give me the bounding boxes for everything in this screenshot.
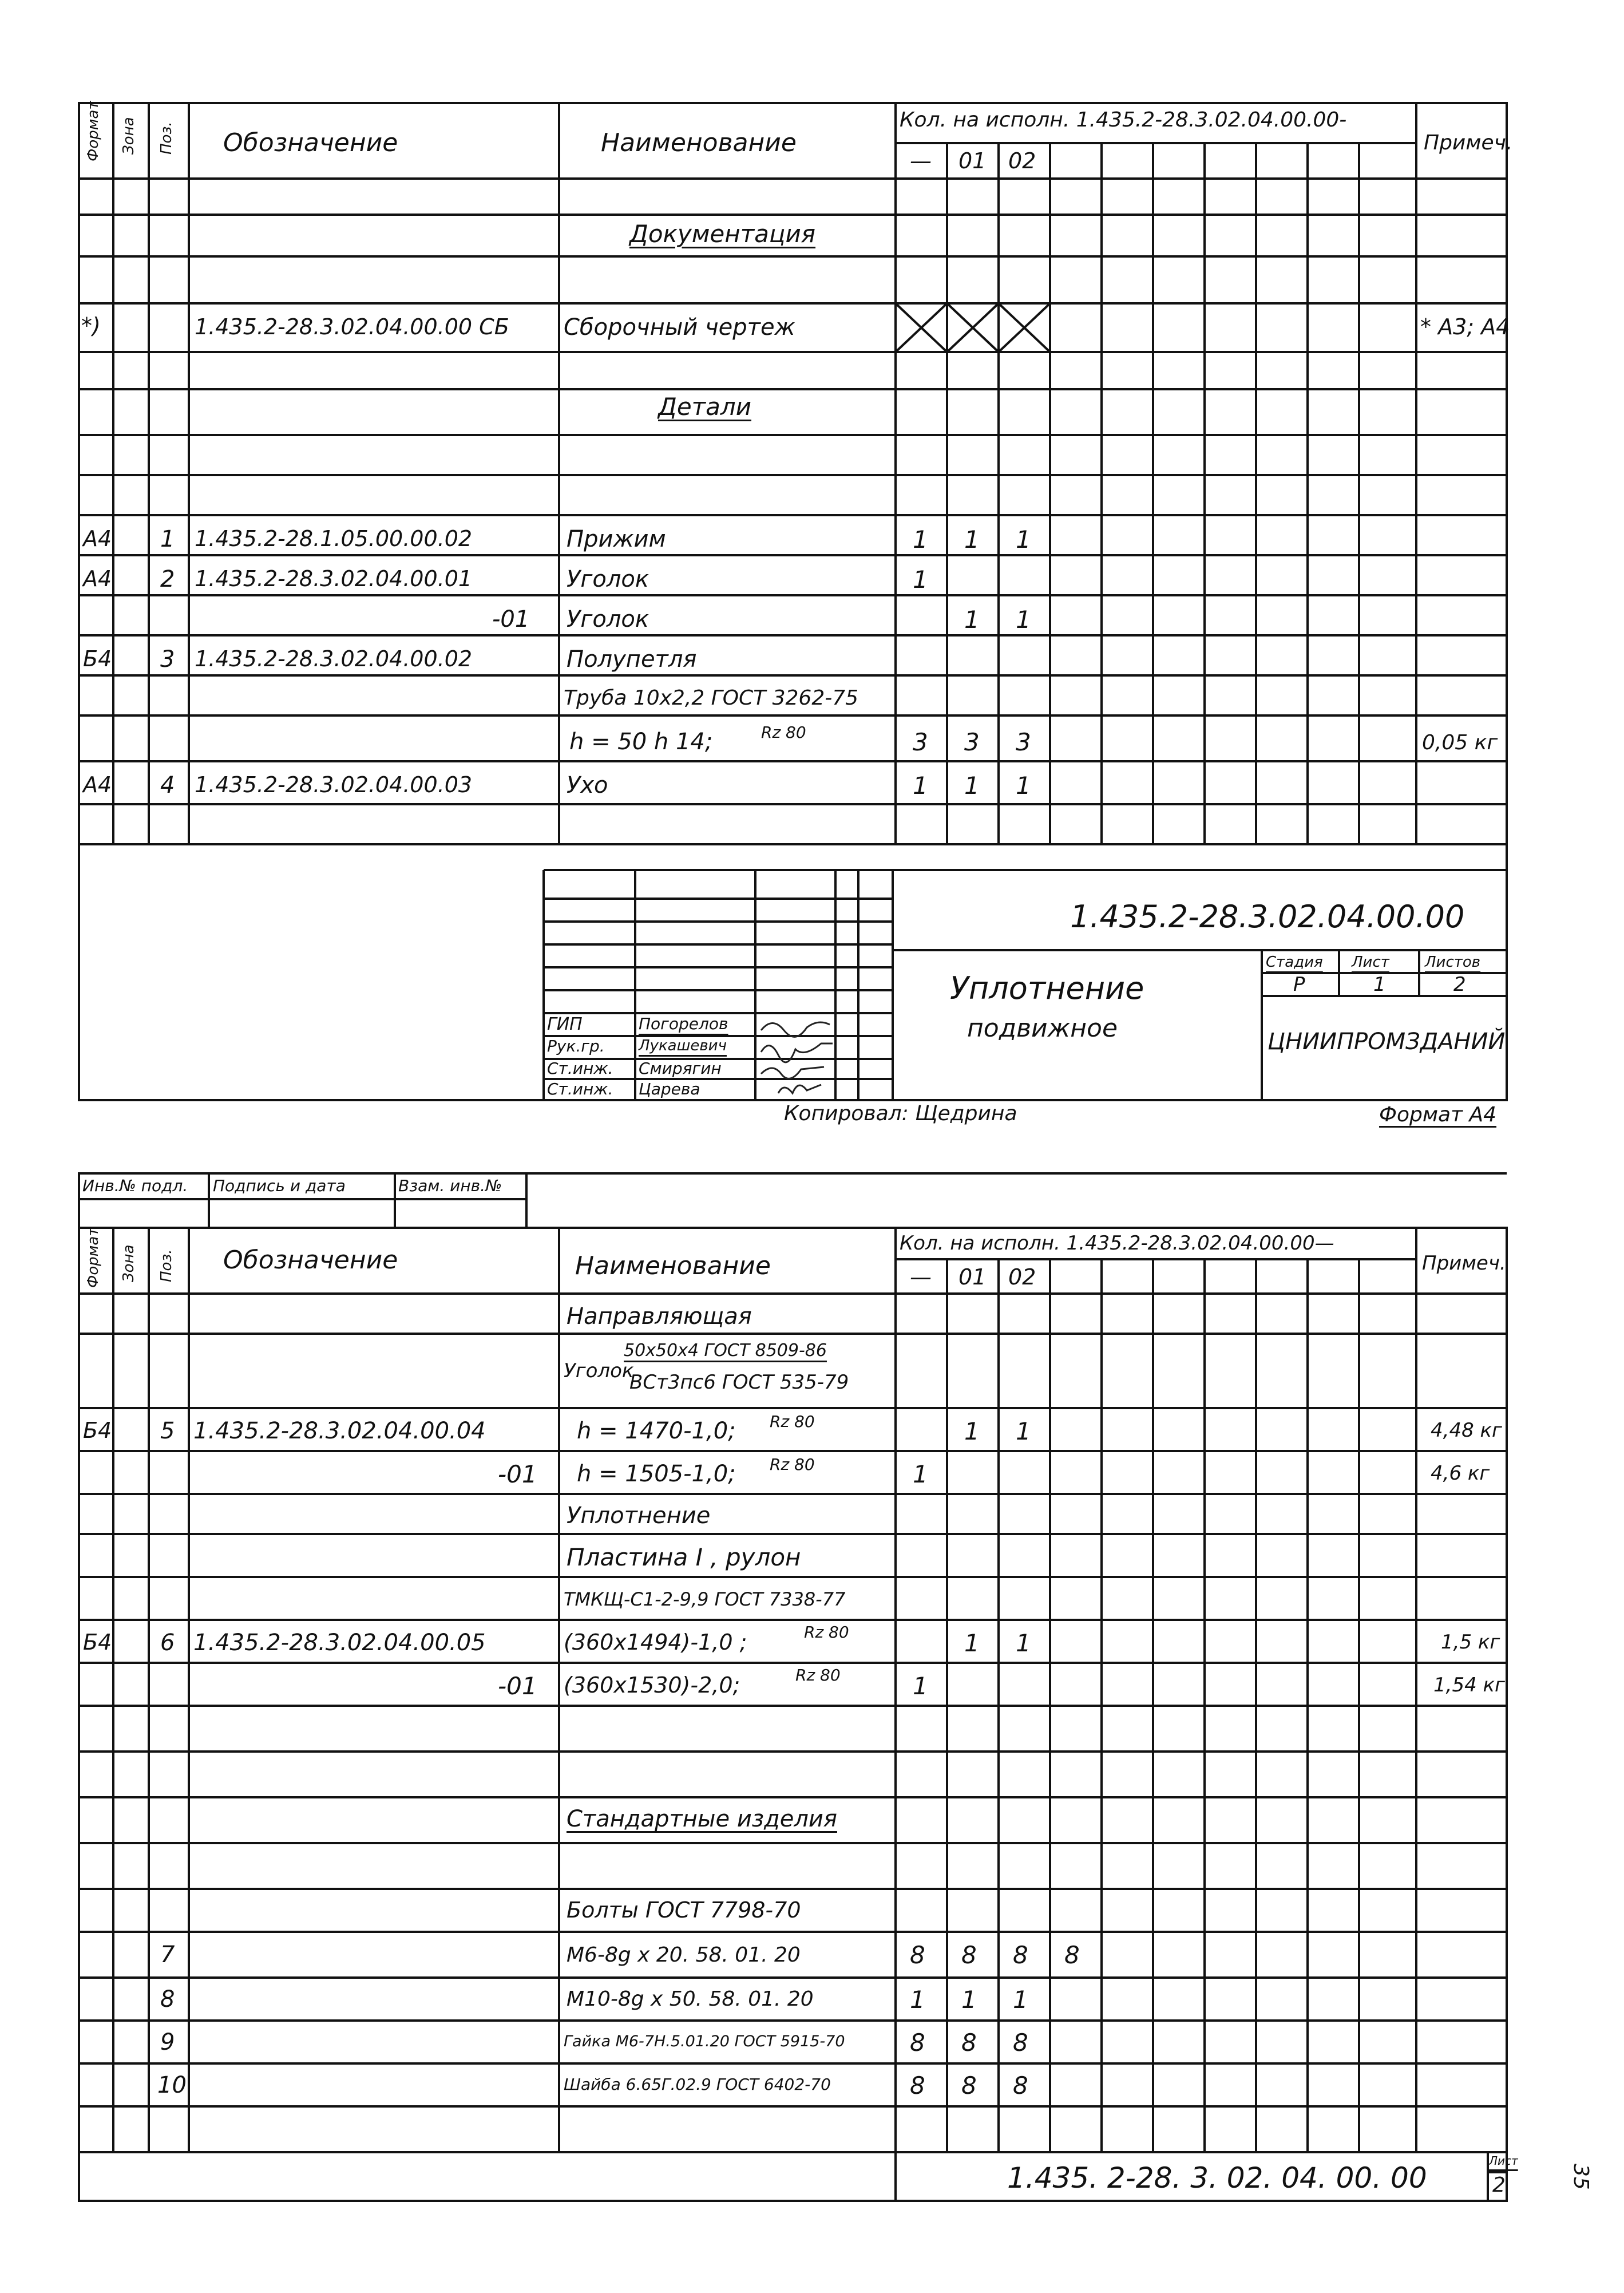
r2-q1: 1 [964, 525, 980, 554]
s2-r3-format: Б4 [83, 1418, 112, 1443]
s2-r11-pos: 7 [160, 1942, 175, 1968]
col-format-header: Формат [85, 101, 102, 161]
r7-q2: 3 [1016, 728, 1031, 756]
s2-r9-note: 1,54 кг [1433, 1674, 1505, 1697]
col-qty-header: Кол. на исполн. 1.435.2-28.3.02.04.00.00- [900, 108, 1347, 132]
col-name-header-2: Наименование [575, 1251, 771, 1280]
sheet-label: Лист [1352, 954, 1389, 971]
sheets-label: Листов [1425, 954, 1481, 971]
r8-pos: 4 [160, 772, 175, 798]
col-var1-header: 01 [958, 148, 987, 173]
r1-note: * А3; А4 [1420, 314, 1510, 339]
r3-name: Уголок [567, 566, 649, 592]
s2-r13-q2: 8 [1013, 2029, 1028, 2057]
s2-r3-note: 4,48 кг [1431, 1419, 1502, 1442]
col-var0-header-2: — [910, 1264, 932, 1290]
r2-designation: 1.435.2-28.1.05.00.00.02 [195, 526, 473, 551]
r1-designation: 1.435.2-28.3.02.04.00.00 СБ [195, 314, 509, 339]
s2-r8-designation: 1.435.2-28.3.02.04.00.05 [193, 1630, 486, 1656]
sheets-value: 2 [1453, 973, 1466, 996]
s2-r11-q3: 8 [1064, 1941, 1080, 1969]
role-3: Ст.инж. [547, 1059, 613, 1078]
stage-label: Стадия [1266, 954, 1323, 971]
col-note-header-2: Примеч. [1422, 1252, 1506, 1275]
r8-q0: 1 [913, 772, 928, 800]
copied-by: Копировал: Щедрина [784, 1102, 1017, 1125]
r6-name: Труба 10х2,2 ГОСТ 3262-75 [564, 686, 859, 710]
s2-r4-name: h = 1505-1,0; [577, 1461, 736, 1487]
s2-r11-q0: 8 [910, 1941, 925, 1969]
footer-doc-number: 1.435. 2-28. 3. 02. 04. 00. 00 [1007, 2161, 1427, 2195]
col-pos-header: Поз. [158, 121, 175, 155]
r8-name: Ухо [567, 772, 608, 798]
s2-r14-q1: 8 [961, 2071, 977, 2100]
r5-name: Полупетля [567, 646, 697, 673]
r8-designation: 1.435.2-28.3.02.04.00.03 [195, 772, 473, 797]
s2-r6-name: Пластина I , рулон [567, 1543, 801, 1571]
col-pos-header-2: Поз. [158, 1249, 175, 1282]
s2-r14-name: Шайба 6.65Г.02.9 ГОСТ 6402-70 [564, 2075, 831, 2094]
r7-q1: 3 [964, 728, 980, 756]
col-var0-header: — [910, 148, 932, 173]
signer-4: Царева [639, 1080, 700, 1098]
s2-r11-name: М6-8g х 20. 58. 01. 20 [567, 1943, 801, 1967]
s2-r12-name: М10-8g х 50. 58. 01. 20 [567, 1987, 814, 2011]
s2-r9-roughness: Rz 80 [795, 1666, 841, 1685]
s2-r8-format: Б4 [83, 1630, 112, 1655]
col-note-header: Примеч. [1424, 131, 1513, 155]
col-name-header: Наименование [601, 128, 797, 157]
r7-roughness: Rz 80 [761, 723, 806, 742]
page-number: 35 [1569, 2164, 1593, 2190]
signer-3: Смирягин [639, 1059, 722, 1078]
s2-r8-note: 1,5 кг [1441, 1631, 1500, 1654]
s2-r4-roughness: Rz 80 [770, 1455, 815, 1474]
s2-r3-q2: 1 [1016, 1417, 1031, 1445]
s2-r12-q1: 1 [961, 1986, 977, 2014]
r4-q1: 1 [964, 606, 980, 634]
sheet-value: 1 [1373, 973, 1386, 996]
s2-r4-note: 4,6 кг [1431, 1462, 1490, 1485]
r4-designation: -01 [492, 606, 530, 632]
r5-pos: 3 [160, 646, 175, 673]
r5-format: Б4 [83, 646, 112, 671]
r7-note: 0,05 кг [1422, 731, 1498, 754]
s2-r2-name-c: ВСт3пс6 ГОСТ 535-79 [629, 1371, 849, 1394]
r2-q2: 1 [1016, 525, 1031, 554]
r7-q0: 3 [913, 728, 928, 756]
r4-q2: 1 [1016, 606, 1031, 634]
col-format-header-2: Формат [85, 1227, 102, 1288]
s2-r13-q1: 8 [961, 2029, 977, 2057]
r2-pos: 1 [160, 526, 175, 552]
r2-name: Прижим [567, 526, 666, 552]
s2-r8-q1: 1 [964, 1629, 980, 1657]
footer-sheet-number: 2 [1492, 2173, 1506, 2197]
col-designation-header: Обозначение [223, 128, 398, 157]
s2-r13-q0: 8 [910, 2029, 925, 2057]
footer-sheet-label: Лист [1489, 2154, 1518, 2168]
r3-pos: 2 [160, 566, 175, 592]
s2-r2-name-b: 50х50х4 ГОСТ 8509-86 [624, 1341, 827, 1361]
col-qty-header-2: Кол. на исполн. 1.435.2-28.3.02.04.00.00— [900, 1232, 1334, 1255]
r8-q1: 1 [964, 772, 980, 800]
r8-q2: 1 [1016, 772, 1031, 800]
s2-r12-pos: 8 [160, 1986, 175, 2013]
col-var2-header-2: 02 [1008, 1264, 1036, 1290]
section-documentation: Документация [629, 220, 816, 248]
s2-r11-q1: 8 [961, 1941, 977, 1969]
s2-r9-designation: -01 [498, 1672, 537, 1700]
r2-q0: 1 [913, 525, 928, 554]
col-var2-header: 02 [1008, 148, 1036, 173]
r4-name: Уголок [567, 606, 649, 632]
stamp-inv: Инв.№ подл. [82, 1176, 188, 1195]
s2-r3-pos: 5 [160, 1418, 175, 1444]
r3-format: А4 [83, 566, 112, 591]
stamp-sign-date: Подпись и дата [213, 1176, 346, 1195]
r1-name: Сборочный чертеж [564, 314, 795, 341]
s2-r3-roughness: Rz 80 [770, 1412, 815, 1431]
stamp-vzam: Взам. инв.№ [398, 1176, 502, 1195]
signer-1: Погорелов [639, 1014, 728, 1033]
r5-designation: 1.435.2-28.3.02.04.00.02 [195, 646, 473, 671]
r8-format: А4 [83, 772, 112, 797]
s2-r4-designation: -01 [498, 1460, 537, 1488]
stage-value: Р [1293, 973, 1305, 996]
s2-r14-pos: 10 [157, 2072, 187, 2098]
title-block-doc-number: 1.435.2-28.3.02.04.00.00 [1070, 899, 1465, 935]
role-1: ГИП [547, 1014, 583, 1034]
s2-r12-q2: 1 [1013, 1986, 1028, 2014]
s2-r3-designation: 1.435.2-28.3.02.04.00.04 [193, 1418, 486, 1444]
section-standard-items: Стандартные изделия [567, 1806, 837, 1832]
s2-r9-name: (360х1530)-2,0; [564, 1673, 740, 1698]
r7-name: h = 50 h 14; [569, 729, 713, 755]
s2-r14-q2: 8 [1013, 2071, 1028, 2100]
r3-q0: 1 [913, 566, 928, 594]
s2-r12-q0: 1 [910, 1986, 925, 2014]
format-label: Формат А4 [1379, 1103, 1497, 1126]
s2-r4-q0: 1 [913, 1460, 928, 1488]
r3-designation: 1.435.2-28.3.02.04.00.01 [195, 566, 473, 591]
s2-r3-q1: 1 [964, 1417, 980, 1445]
s2-r8-roughness: Rz 80 [804, 1623, 849, 1642]
s2-r13-pos: 9 [160, 2029, 175, 2055]
s2-r3-name: h = 1470-1,0; [577, 1418, 736, 1444]
s2-r14-q0: 8 [910, 2071, 925, 2100]
s2-r8-q2: 1 [1016, 1629, 1031, 1657]
col-var1-header-2: 01 [958, 1264, 987, 1290]
organization: ЦНИИПРОМЗДАНИЙ [1267, 1029, 1506, 1055]
col-zone-header-2: Зона [120, 1244, 137, 1282]
s2-r13-name: Гайка М6-7Н.5.01.20 ГОСТ 5915-70 [564, 2033, 845, 2050]
signer-2: Лукашевич [639, 1037, 727, 1054]
s2-r8-name: (360х1494)-1,0 ; [564, 1630, 747, 1655]
s2-r9-q0: 1 [913, 1672, 928, 1700]
s2-r2-name-a: Уголок [564, 1359, 634, 1382]
col-zone-header: Зона [120, 117, 137, 155]
r1-format: *) [81, 313, 101, 338]
r2-format: А4 [83, 526, 112, 551]
title-block-title-line1: Уплотнение [950, 970, 1144, 1006]
col-designation-header-2: Обозначение [223, 1246, 398, 1275]
role-2: Рук.гр. [547, 1037, 605, 1055]
s2-r8-pos: 6 [160, 1630, 175, 1656]
s2-r1-name: Направляющая [567, 1303, 752, 1330]
title-block-title-line2: подвижное [967, 1014, 1118, 1043]
role-4: Ст.инж. [547, 1080, 613, 1098]
s2-r11-q2: 8 [1013, 1941, 1028, 1969]
s2-r5-name: Уплотнение [567, 1503, 711, 1529]
s2-r7-name: ТМКЩ-С1-2-9,9 ГОСТ 7338-77 [564, 1588, 846, 1610]
section-details: Детали [658, 393, 751, 421]
s2-r10-name: Болты ГОСТ 7798-70 [567, 1897, 801, 1923]
